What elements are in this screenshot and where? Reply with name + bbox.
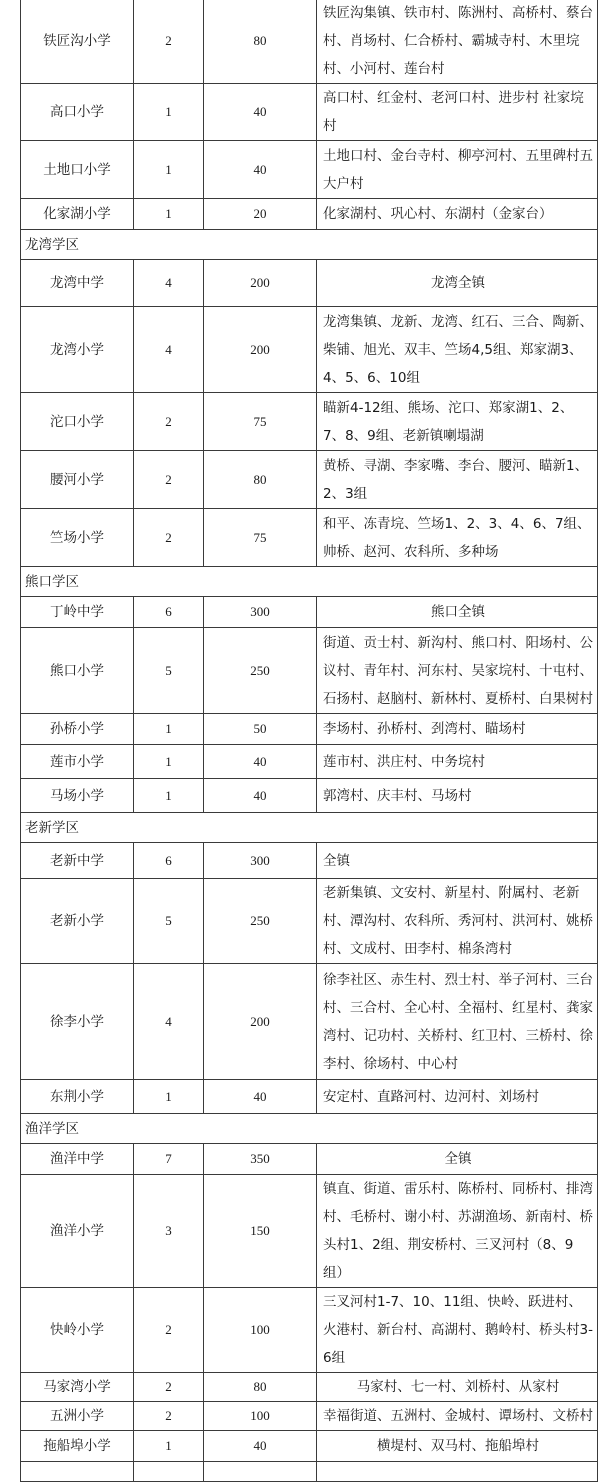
capacity-cell: 80 [204,1373,317,1402]
capacity-cell: 40 [204,745,317,779]
class-count-cell: 2 [134,1288,204,1373]
capacity-cell: 75 [204,509,317,567]
school-district-table [20,0,598,1482]
school-row [21,1175,598,1288]
class-count-cell: 2 [134,1373,204,1402]
class-count-cell: 1 [134,141,204,199]
service-area-cell: 三叉河村1-7、10、11组、快岭、跃进村、火港村、新台村、高湖村、鹅岭村、桥头村3-6组 [317,1288,598,1373]
class-count-cell: 5 [134,879,204,964]
capacity-cell: 40 [204,1080,317,1114]
capacity-cell: 40 [204,141,317,199]
capacity-cell: 100 [204,1288,317,1373]
capacity-cell [204,1462,317,1482]
service-area-cell: 横堤村、双马村、拖船埠村 [317,1431,598,1462]
school-row [21,509,598,567]
class-count-cell: 1 [134,1080,204,1114]
school-name-cell: 渔洋中学 [21,1144,134,1175]
service-area-cell: 高口村、红金村、老河口村、进步村 社家垸村 [317,84,598,141]
class-count-cell: 2 [134,509,204,567]
service-area-cell: 黄桥、寻湖、李家嘴、李台、腰河、瞄新1、2、3组 [317,451,598,509]
school-row [21,199,598,230]
school-row [21,1373,598,1402]
school-row [21,0,598,84]
school-name-cell: 老新小学 [21,879,134,964]
service-area-cell: 全镇 [317,843,598,879]
school-row [21,1462,598,1482]
school-name-cell: 马场小学 [21,779,134,813]
capacity-cell: 80 [204,0,317,84]
class-count-cell: 1 [134,745,204,779]
table-body [21,0,598,1482]
capacity-cell: 200 [204,307,317,393]
class-count-cell: 2 [134,393,204,451]
capacity-cell: 40 [204,1431,317,1462]
school-name-cell: 五洲小学 [21,1402,134,1431]
school-name-cell: 土地口小学 [21,141,134,199]
class-count-cell: 4 [134,307,204,393]
service-area-cell: 龙湾全镇 [317,260,598,307]
school-row [21,745,598,779]
district-header-row [21,1114,598,1144]
school-name-cell: 孙桥小学 [21,714,134,745]
school-name-cell: 渔洋小学 [21,1175,134,1288]
school-name-cell: 莲市小学 [21,745,134,779]
district-label: 渔洋学区 [21,1114,598,1144]
capacity-cell: 300 [204,597,317,628]
class-count-cell: 1 [134,199,204,230]
service-area-cell: 老新集镇、文安村、新星村、附属村、老新村、潭沟村、农科所、秀河村、洪河村、姚桥村、文成村、田李村、棉条湾村 [317,879,598,964]
school-name-cell: 熊口小学 [21,628,134,714]
capacity-cell: 250 [204,879,317,964]
district-header-row [21,813,598,843]
school-row [21,714,598,745]
school-row [21,1288,598,1373]
class-count-cell: 6 [134,597,204,628]
school-row [21,628,598,714]
school-name-cell: 老新中学 [21,843,134,879]
class-count-cell: 2 [134,451,204,509]
school-name-cell: 东荆小学 [21,1080,134,1114]
school-row [21,1431,598,1462]
service-area-cell: 街道、贡士村、新沟村、熊口村、阳场村、公议村、青年村、河东村、吴家垸村、十屯村、石扬村、赵脑村、新林村、夏桥村、白果树村 [317,628,598,714]
school-name-cell: 徐李小学 [21,964,134,1080]
capacity-cell: 250 [204,628,317,714]
capacity-cell: 300 [204,843,317,879]
service-area-cell: 安定村、直路河村、边河村、刘场村 [317,1080,598,1114]
school-row [21,84,598,141]
school-name-cell: 沱口小学 [21,393,134,451]
class-count-cell: 6 [134,843,204,879]
service-area-cell: 化家湖村、巩心村、东湖村（金家台） [317,199,598,230]
school-row [21,597,598,628]
capacity-cell: 100 [204,1402,317,1431]
district-label: 熊口学区 [21,567,598,597]
class-count-cell: 1 [134,84,204,141]
service-area-cell: 瞄新4-12组、熊场、沱口、郑家湖1、2、7、8、9组、老新镇喇塌湖 [317,393,598,451]
district-label: 龙湾学区 [21,230,598,260]
class-count-cell: 2 [134,0,204,84]
service-area-cell: 徐李社区、赤生村、烈士村、举子河村、三台村、三合村、全心村、全福村、红星村、龚家湾村、记功村、关桥村、红卫村、三桥村、徐李村、徐场村、中心村 [317,964,598,1080]
school-row [21,1144,598,1175]
capacity-cell: 75 [204,393,317,451]
school-row [21,260,598,307]
school-name-cell: 铁匠沟小学 [21,0,134,84]
school-name-cell: 龙湾小学 [21,307,134,393]
service-area-cell: 土地口村、金台寺村、柳亭河村、五里碑村五大户村 [317,141,598,199]
service-area-cell: 镇直、街道、雷乐村、陈桥村、同桥村、排湾村、毛桥村、谢小村、苏湖渔场、新南村、桥头村1、2组、荆安桥村、三叉河村（8、9组） [317,1175,598,1288]
capacity-cell: 200 [204,260,317,307]
district-header-row [21,230,598,260]
school-name-cell: 高口小学 [21,84,134,141]
service-area-cell: 龙湾集镇、龙新、龙湾、红石、三合、陶新、柴铺、旭光、双丰、竺场4,5组、郑家湖3、4、5、6、10组 [317,307,598,393]
capacity-cell: 80 [204,451,317,509]
service-area-cell: 莲市村、洪庄村、中务垸村 [317,745,598,779]
capacity-cell: 40 [204,84,317,141]
school-name-cell: 丁岭中学 [21,597,134,628]
school-row [21,964,598,1080]
school-name-cell: 拖船埠小学 [21,1431,134,1462]
service-area-cell: 郭湾村、庆丰村、马场村 [317,779,598,813]
school-row [21,1080,598,1114]
class-count-cell: 7 [134,1144,204,1175]
school-row [21,1402,598,1431]
school-row [21,879,598,964]
class-count-cell: 4 [134,260,204,307]
school-name-cell: 龙湾中学 [21,260,134,307]
capacity-cell: 50 [204,714,317,745]
class-count-cell: 3 [134,1175,204,1288]
school-row [21,451,598,509]
service-area-cell: 和平、冻青垸、竺场1、2、3、4、6、7组、帅桥、赵河、农科所、多种场 [317,509,598,567]
service-area-cell: 熊口全镇 [317,597,598,628]
capacity-cell: 200 [204,964,317,1080]
school-row [21,779,598,813]
class-count-cell: 1 [134,1431,204,1462]
class-count-cell: 4 [134,964,204,1080]
service-area-cell: 铁匠沟集镇、铁市村、陈洲村、高桥村、蔡台村、肖场村、仁合桥村、霸城寺村、木里垸村、小河村、莲台村 [317,0,598,84]
school-row [21,307,598,393]
class-count-cell: 1 [134,714,204,745]
service-area-cell: 全镇 [317,1144,598,1175]
class-count-cell [134,1462,204,1482]
school-name-cell: 马家湾小学 [21,1373,134,1402]
class-count-cell: 1 [134,779,204,813]
service-area-cell: 幸福街道、五洲村、金城村、谭场村、文桥村 [317,1402,598,1431]
district-header-row [21,567,598,597]
class-count-cell: 5 [134,628,204,714]
school-row [21,843,598,879]
school-name-cell [21,1462,134,1482]
capacity-cell: 150 [204,1175,317,1288]
school-name-cell: 快岭小学 [21,1288,134,1373]
service-area-cell [317,1462,598,1482]
school-name-cell: 竺场小学 [21,509,134,567]
service-area-cell: 李场村、孙桥村、刭湾村、瞄场村 [317,714,598,745]
capacity-cell: 20 [204,199,317,230]
district-label: 老新学区 [21,813,598,843]
school-row [21,141,598,199]
school-name-cell: 腰河小学 [21,451,134,509]
service-area-cell: 马家村、七一村、刘桥村、从家村 [317,1373,598,1402]
class-count-cell: 2 [134,1402,204,1431]
capacity-cell: 350 [204,1144,317,1175]
capacity-cell: 40 [204,779,317,813]
school-row [21,393,598,451]
school-name-cell: 化家湖小学 [21,199,134,230]
